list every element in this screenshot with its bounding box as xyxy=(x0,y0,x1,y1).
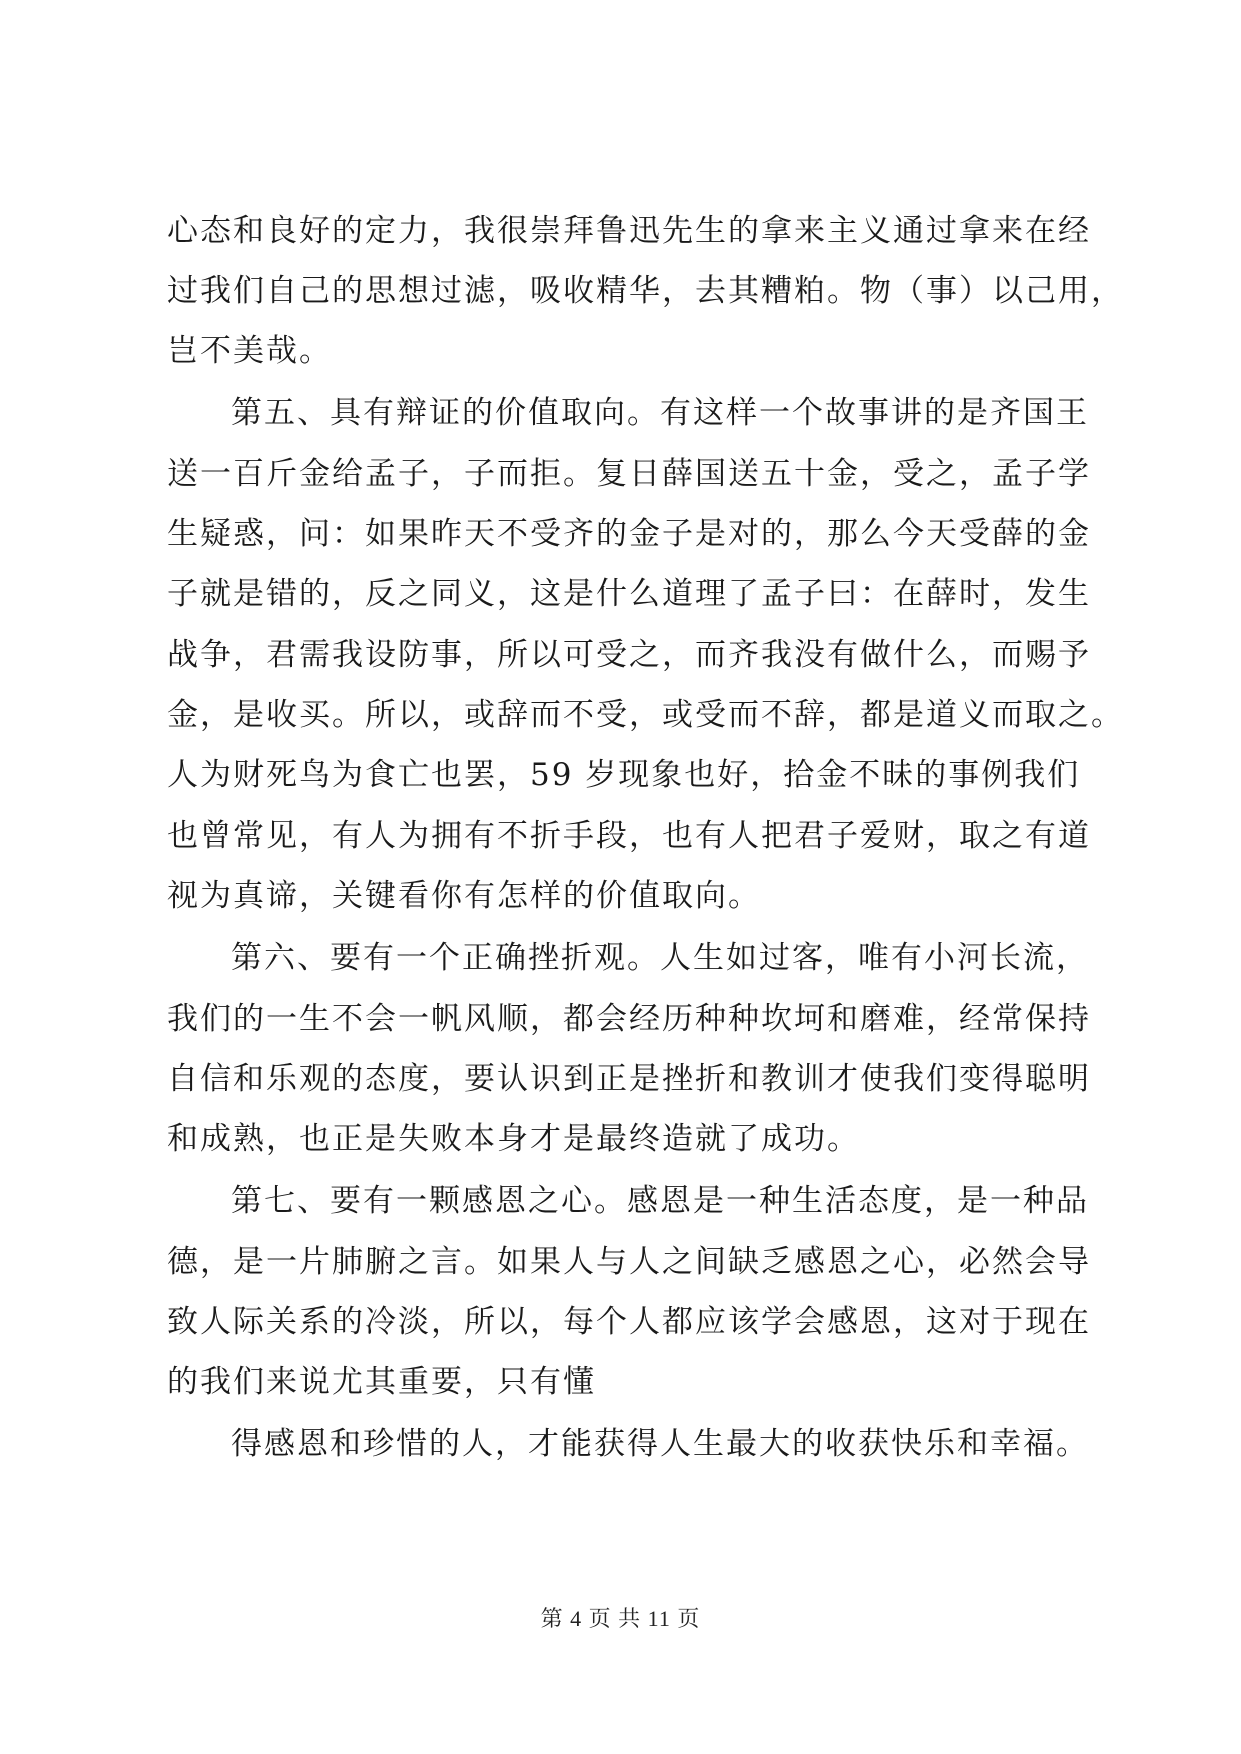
paragraph-start-line: 第六、要有一个正确挫折观。人生如过客，唯有小河长流， xyxy=(231,940,1089,976)
text-line: 送一百斤金给孟子，子而拒。复日薛国送五十金，受之，孟子学 xyxy=(167,456,1091,492)
text-line: 心态和良好的定力，我很崇拜鲁迅先生的拿来主义通过拿来在经 xyxy=(167,213,1091,249)
text-line: 和成熟，也正是失败本身才是最终造就了成功。 xyxy=(167,1121,860,1157)
text-line: 人为财死鸟为食亡也罢，59 岁现象也好，拾金不昧的事例我们 xyxy=(167,757,1081,793)
text-line: 也曾常见，有人为拥有不折手段，也有人把君子爱财，取之有道 xyxy=(167,818,1091,854)
text-line: 金，是收买。所以，或辞而不受，或受而不辞，都是道义而取之。 xyxy=(167,697,1124,733)
text-line: 视为真谛，关键看你有怎样的价值取向。 xyxy=(167,878,761,914)
paragraph-start-line: 第五、具有辩证的价值取向。有这样一个故事讲的是齐国王 xyxy=(231,395,1089,431)
page-number-footer: 第 4 页 共 11 页 xyxy=(540,1606,701,1631)
text-line: 岂不美哉。 xyxy=(167,333,332,369)
text-line: 过我们自己的思想过滤，吸收精华，去其糟粕。物（事）以己用， xyxy=(167,273,1124,309)
text-line: 战争，君需我设防事，所以可受之，而齐我没有做什么，而赐予 xyxy=(167,637,1091,673)
text-line: 自信和乐观的态度，要认识到正是挫折和教训才使我们变得聪明 xyxy=(167,1061,1091,1097)
text-line: 德，是一片肺腑之言。如果人与人之间缺乏感恩之心，必然会导 xyxy=(167,1244,1091,1280)
paragraph-start-line: 得感恩和珍惜的人，才能获得人生最大的收获快乐和幸福。 xyxy=(231,1426,1089,1462)
paragraph-start-line: 第七、要有一颗感恩之心。感恩是一种生活态度，是一种品 xyxy=(231,1183,1089,1219)
text-line: 的我们来说尤其重要，只有懂 xyxy=(167,1364,596,1400)
text-line: 致人际关系的冷淡，所以，每个人都应该学会感恩，这对于现在 xyxy=(167,1304,1091,1340)
text-line: 生疑惑，问：如果昨天不受齐的金子是对的，那么今天受薛的金 xyxy=(167,516,1091,552)
text-line: 子就是错的，反之同义，这是什么道理了孟子曰：在薛时，发生 xyxy=(167,576,1091,612)
text-line: 我们的一生不会一帆风顺，都会经历种种坎坷和磨难，经常保持 xyxy=(167,1001,1091,1037)
